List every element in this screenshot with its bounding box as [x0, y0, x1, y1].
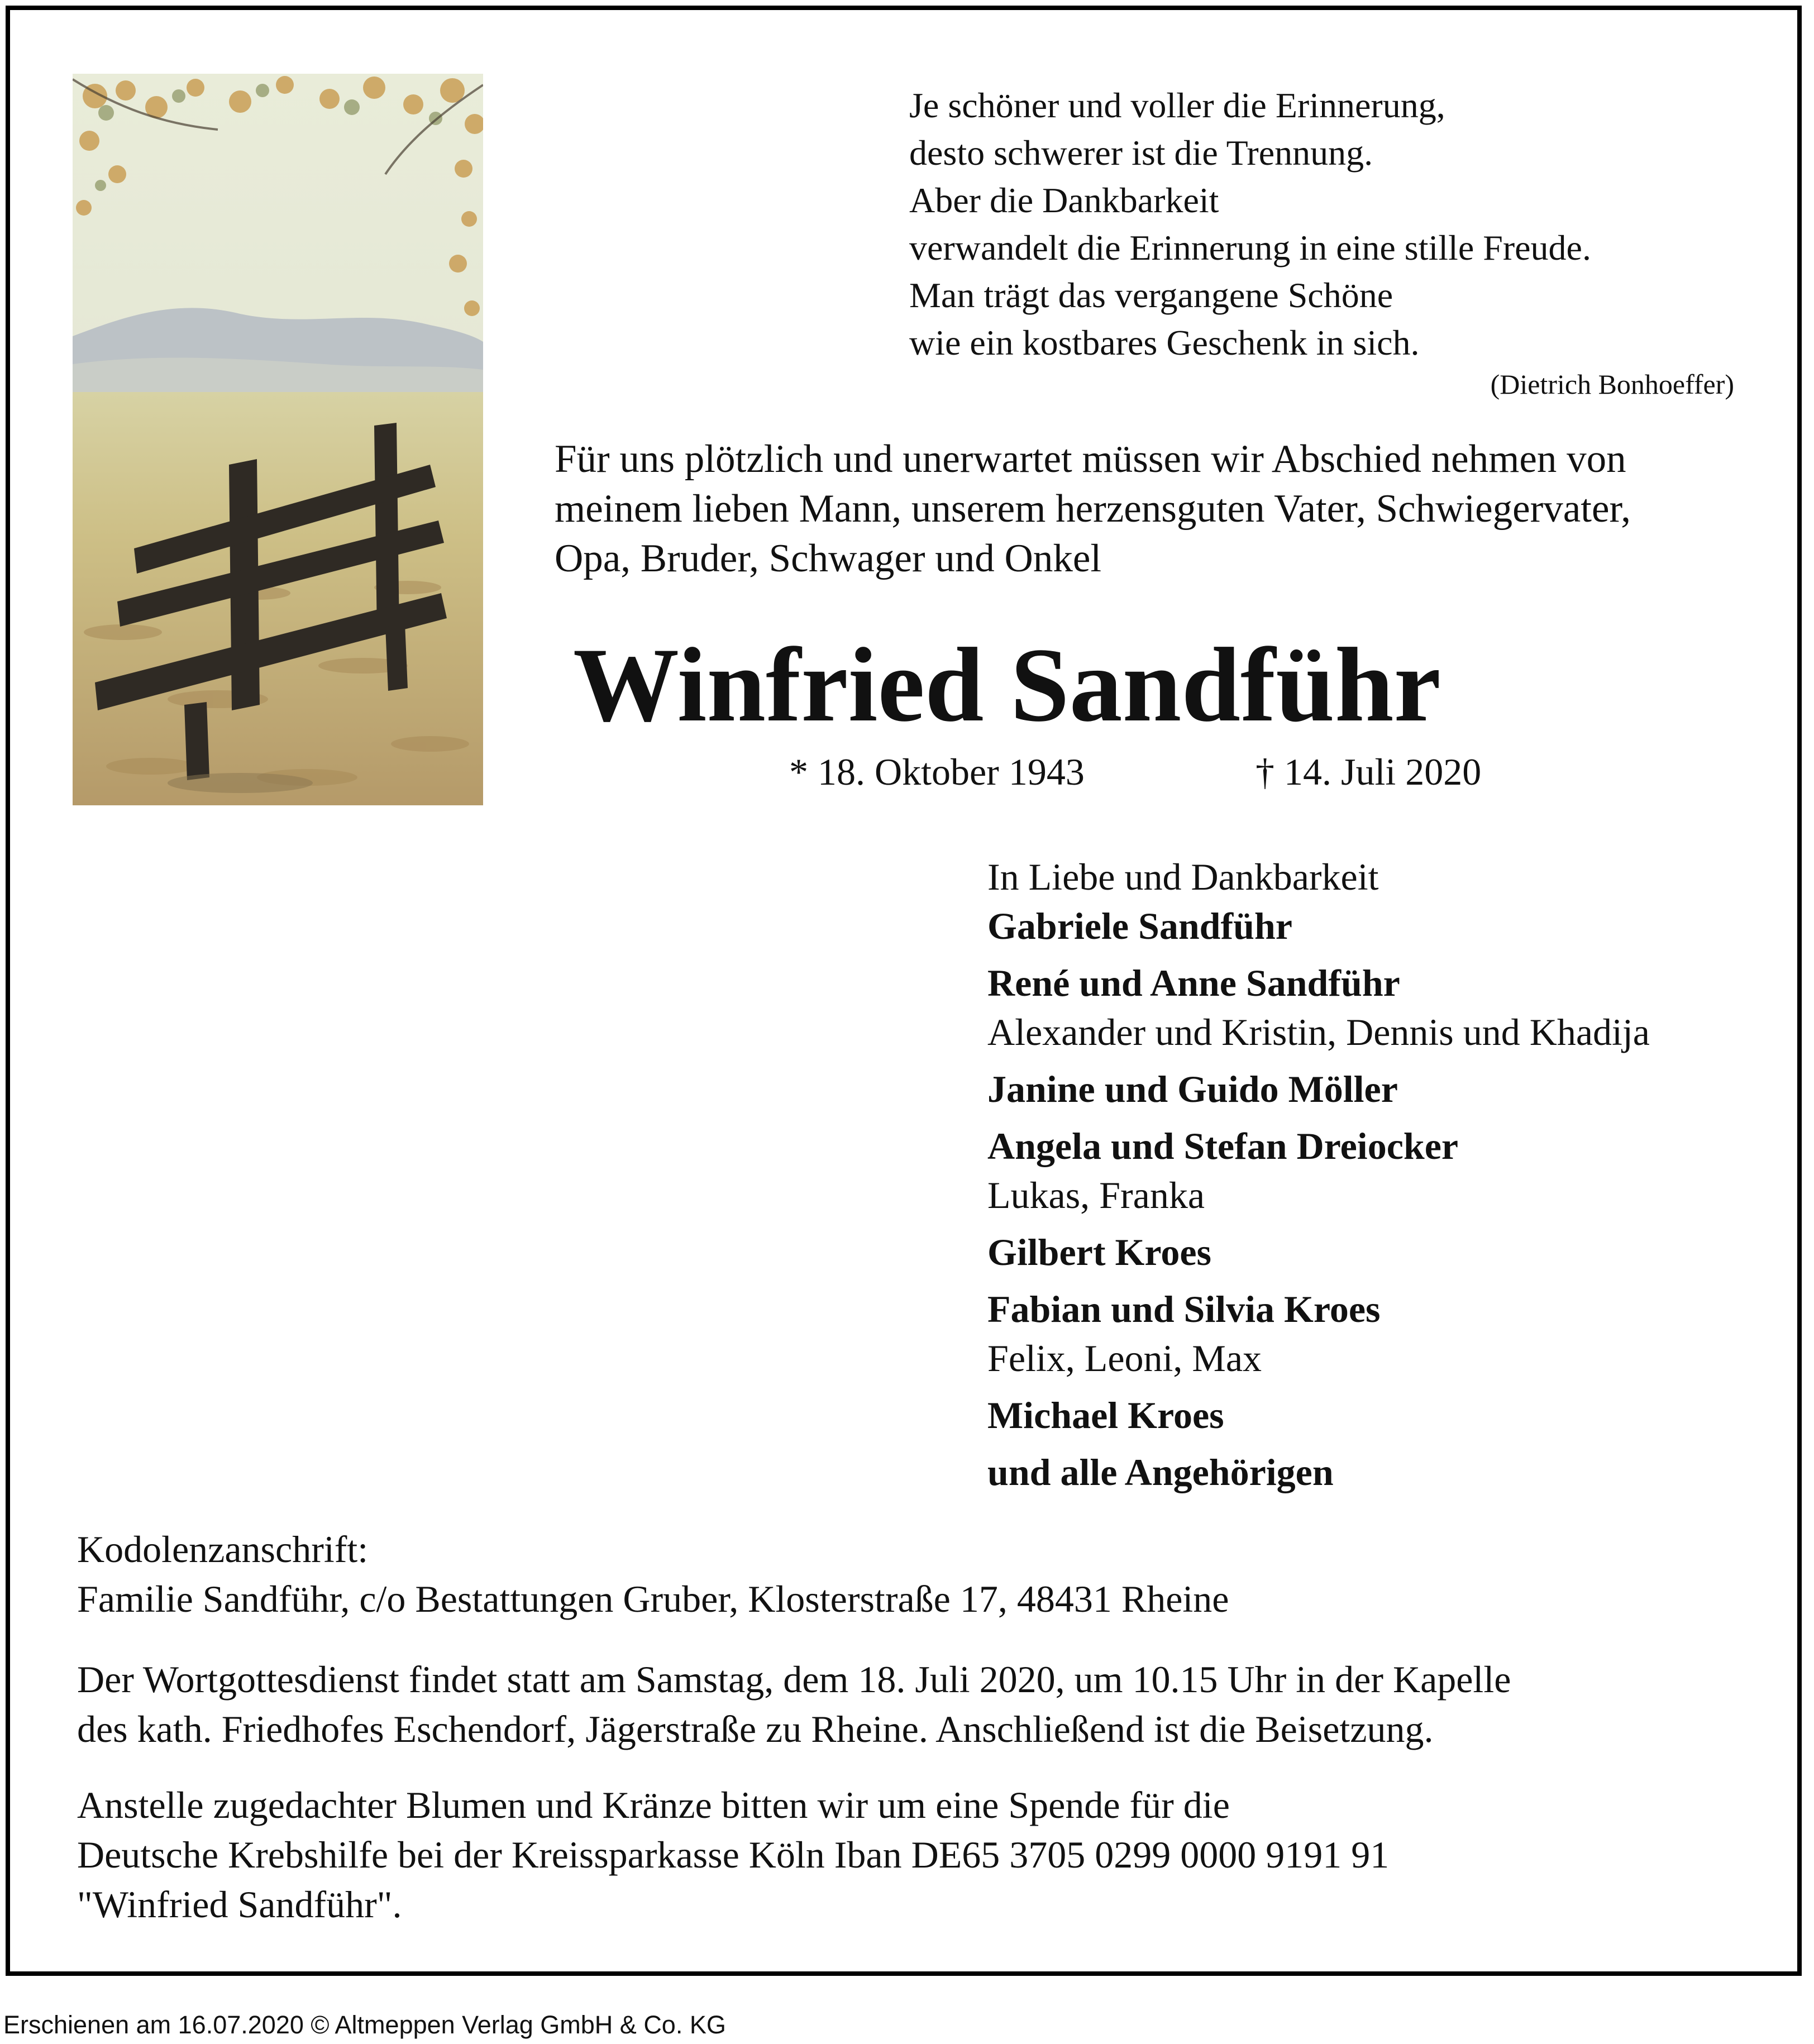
- mourner-entry: Michael Kroes: [987, 1394, 1224, 1436]
- quote-line: verwandelt die Erinnerung in eine stille Freude.: [909, 228, 1591, 268]
- mourner-entry: Janine und Guido Möller: [987, 1068, 1398, 1110]
- publication-footer: Erschienen am 16.07.2020 © Altmeppen Verlag GmbH & Co. KG: [3, 2010, 726, 2039]
- mourners-heading: In Liebe und Dankbarkeit: [987, 856, 1379, 898]
- donation-line: Anstelle zugedachter Blumen und Kränze bitten wir um eine Spende für die: [77, 1784, 1230, 1826]
- quote-line: Aber die Dankbarkeit: [909, 180, 1219, 220]
- donation-line: "Winfried Sandführ".: [77, 1883, 402, 1926]
- quote-block: [909, 82, 1591, 366]
- condolence-address-line: Familie Sandführ, c/o Bestattungen Gruber, Klosterstraße 17, 48431 Rheine: [77, 1578, 1229, 1620]
- mourner-entry: Felix, Leoni, Max: [987, 1337, 1262, 1379]
- deceased-name: Winfried Sandführ: [573, 627, 1441, 744]
- donation-line: Deutsche Krebshilfe bei der Kreissparkasse Köln Iban DE65 3705 0299 0000 9191 91: [77, 1833, 1390, 1876]
- condolence-address: [77, 1525, 1229, 1624]
- mourner-entry: Lukas, Franka: [987, 1174, 1205, 1216]
- mourner-entry: Gilbert Kroes: [987, 1231, 1211, 1273]
- quote-line: desto schwerer ist die Trennung.: [909, 133, 1373, 173]
- quote-author: (Dietrich Bonhoeffer): [1490, 369, 1734, 400]
- birth-date: * 18. Oktober 1943: [789, 751, 1085, 793]
- mourner-entry: Alexander und Kristin, Dennis und Khadija: [987, 1011, 1650, 1053]
- intro-line: Opa, Bruder, Schwager und Onkel: [555, 537, 1102, 580]
- mourner-entry: Gabriele Sandführ: [987, 905, 1292, 947]
- intro-line: Für uns plötzlich und unerwartet müssen wir Abschied nehmen von: [555, 437, 1626, 481]
- quote-line: Man trägt das vergangene Schöne: [909, 275, 1393, 315]
- mourners-list: [987, 852, 1650, 1497]
- mourner-entry: und alle Angehörigen: [987, 1451, 1334, 1493]
- intro-line: meinem lieben Mann, unserem herzensguten Vater, Schwiegervater,: [555, 487, 1631, 531]
- mourner-entry: René und Anne Sandführ: [987, 962, 1400, 1004]
- service-line: Der Wortgottesdienst findet statt am Samstag, dem 18. Juli 2020, um 10.15 Uhr in der Kapelle: [77, 1658, 1511, 1701]
- mourner-entry: Angela und Stefan Dreiocker: [987, 1125, 1459, 1167]
- quote-line: wie ein kostbares Geschenk in sich.: [909, 323, 1420, 362]
- service-info: [77, 1655, 1511, 1754]
- mourner-entry: Fabian und Silvia Kroes: [987, 1288, 1381, 1330]
- obituary-notice: [6, 6, 1802, 1976]
- intro-text: [555, 434, 1631, 584]
- death-date: † 14. Juli 2020: [1256, 751, 1482, 793]
- quote-line: Je schöner und voller die Erinnerung,: [909, 85, 1445, 125]
- condolence-label: Kodolenzanschrift:: [77, 1528, 369, 1570]
- donation-info: [77, 1780, 1389, 1930]
- service-line: des kath. Friedhofes Eschendorf, Jägerstraße zu Rheine. Anschließend ist die Beisetzung.: [77, 1708, 1434, 1750]
